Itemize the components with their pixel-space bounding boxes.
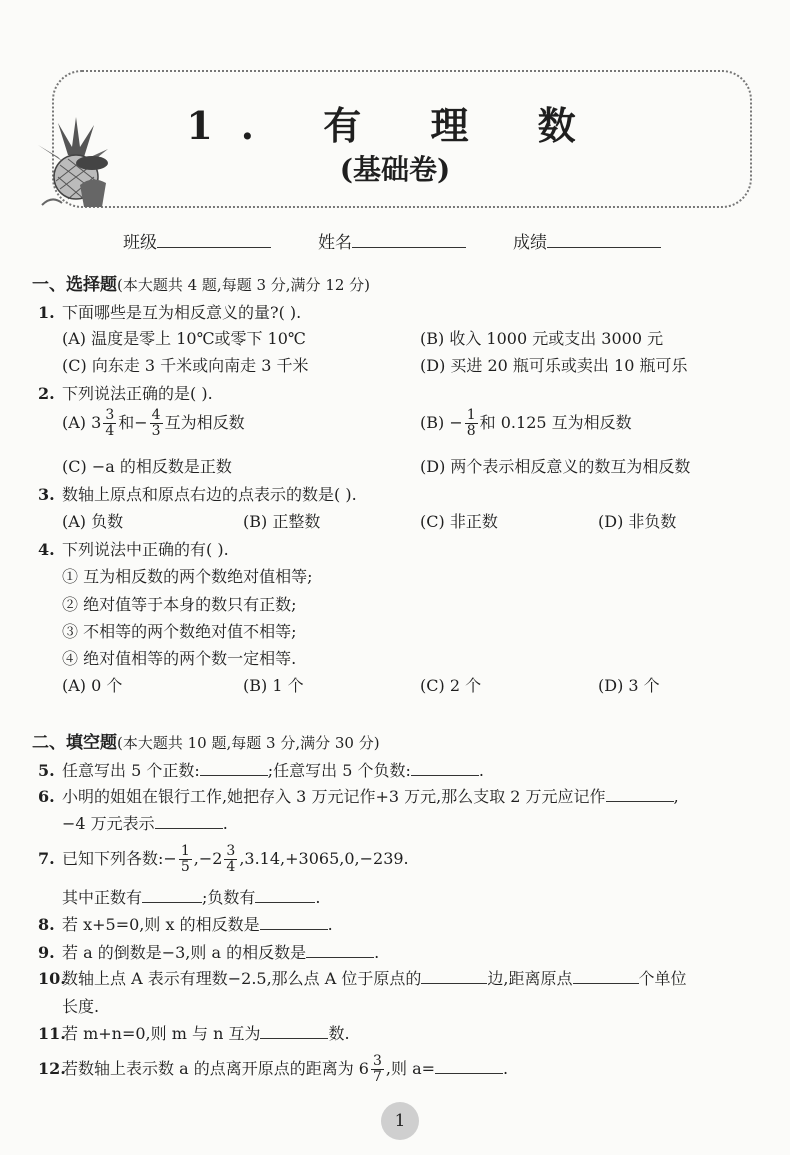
name-label: 姓名 xyxy=(318,233,352,253)
question-stem: 数轴上原点和原点右边的点表示的数是( ). xyxy=(62,485,357,504)
answer-blank[interactable] xyxy=(421,982,487,984)
question-number: 11. xyxy=(38,1024,66,1043)
denominator: 4 xyxy=(226,859,236,875)
question-text: 数. xyxy=(328,1024,350,1043)
question-number: 3. xyxy=(38,485,55,504)
question-text: ,−2 xyxy=(193,849,223,868)
question-8 xyxy=(38,912,333,935)
question-4 xyxy=(38,537,229,560)
option-text: (A) 3 xyxy=(62,413,102,432)
question-number: 9. xyxy=(38,943,55,962)
option-c[interactable]: (C) 非正数 xyxy=(420,512,498,531)
option-c[interactable]: (C) 向东走 3 千米或向南走 3 千米 xyxy=(62,356,309,375)
question-stem: 下面哪些是互为相反意义的量?( ). xyxy=(62,303,302,322)
section2-title: 二、填空题 xyxy=(32,733,117,753)
option-text: 和− xyxy=(118,413,148,432)
option-b[interactable]: (B) 收入 1000 元或支出 3000 元 xyxy=(420,329,664,348)
section-heading-fill xyxy=(32,728,380,753)
question-stem: 下列说法中正确的有( ). xyxy=(62,540,229,559)
option-text: (B) − xyxy=(420,413,463,432)
fraction xyxy=(224,844,237,875)
option-d[interactable]: (D) 买进 20 瓶可乐或卖出 10 瓶可乐 xyxy=(420,356,688,375)
section-heading-choice xyxy=(32,270,370,295)
question-number: 4. xyxy=(38,540,55,559)
answer-blank[interactable] xyxy=(411,774,479,776)
question-10 xyxy=(38,966,687,989)
fraction xyxy=(150,408,163,439)
numerator: 3 xyxy=(105,407,115,423)
question-3 xyxy=(38,482,357,505)
question-10-line2: 长度. xyxy=(62,997,100,1016)
question-text: 若数轴上表示数 a 的点离开原点的距离为 6 xyxy=(62,1059,369,1078)
option-b[interactable]: (B) 1 个 xyxy=(243,676,304,695)
answer-blank[interactable] xyxy=(142,901,202,903)
question-text: 任意写出 5 个正数: xyxy=(62,761,200,780)
question-12 xyxy=(38,1054,508,1085)
class-field xyxy=(123,228,271,253)
option-b[interactable]: (B) 正整数 xyxy=(243,512,321,531)
score-blank[interactable] xyxy=(547,246,661,248)
statement-1: ① 互为相反数的两个数绝对值相等; xyxy=(62,567,313,586)
question-text: 边,距离原点 xyxy=(487,969,573,988)
statement-3: ③ 不相等的两个数绝对值不相等; xyxy=(62,622,297,641)
question-text: ,3.14,+3065,0,−239. xyxy=(239,849,409,868)
answer-blank[interactable] xyxy=(435,1072,503,1074)
question-text: . xyxy=(478,761,484,780)
fraction xyxy=(465,408,478,439)
page-number: 1 xyxy=(381,1102,419,1140)
question-6-line2 xyxy=(62,811,228,834)
question-number: 1. xyxy=(38,303,55,322)
question-11 xyxy=(38,1021,350,1044)
question-text: 个单位 xyxy=(638,969,687,988)
question-text: ;任意写出 5 个负数: xyxy=(267,761,411,780)
option-a[interactable]: (A) 0 个 xyxy=(62,676,123,695)
option-d[interactable]: (D) 3 个 xyxy=(598,676,660,695)
answer-blank[interactable] xyxy=(606,800,674,802)
option-d[interactable]: (D) 非负数 xyxy=(598,512,677,531)
option-a[interactable]: (A) 温度是零上 10℃或零下 10℃ xyxy=(62,329,306,348)
answer-blank[interactable] xyxy=(306,956,374,958)
denominator: 8 xyxy=(466,423,476,439)
answer-blank[interactable] xyxy=(155,827,223,829)
section1-title: 一、选择题 xyxy=(32,275,117,295)
option-a[interactable] xyxy=(62,408,245,439)
statement-2: ② 绝对值等于本身的数只有正数; xyxy=(62,595,297,614)
option-c[interactable]: (C) 2 个 xyxy=(420,676,482,695)
question-2 xyxy=(38,381,213,404)
denominator: 3 xyxy=(151,423,161,439)
answer-blank[interactable] xyxy=(260,928,328,930)
option-c[interactable]: (C) −a 的相反数是正数 xyxy=(62,457,232,476)
question-6 xyxy=(38,784,679,807)
option-text: 和 0.125 互为相反数 xyxy=(479,413,632,432)
question-text: 若 x+5=0,则 x 的相反数是 xyxy=(62,915,260,934)
answer-blank[interactable] xyxy=(255,901,315,903)
name-blank[interactable] xyxy=(352,246,466,248)
numerator: 1 xyxy=(180,843,190,859)
score-field xyxy=(513,228,661,253)
fraction xyxy=(103,408,116,439)
question-text: 数轴上点 A 表示有理数−2.5,那么点 A 位于原点的 xyxy=(62,969,422,988)
question-text: . xyxy=(503,1059,509,1078)
question-text: −4 万元表示 xyxy=(62,814,155,833)
option-d[interactable]: (D) 两个表示相反意义的数互为相反数 xyxy=(420,457,691,476)
fraction xyxy=(179,844,192,875)
statement-4: ④ 绝对值相等的两个数一定相等. xyxy=(62,649,297,668)
question-number: 10. xyxy=(38,969,66,988)
numerator: 1 xyxy=(466,407,476,423)
question-5 xyxy=(38,758,484,781)
answer-blank[interactable] xyxy=(573,982,639,984)
question-number: 5. xyxy=(38,761,55,780)
denominator: 5 xyxy=(180,859,190,875)
question-text: , xyxy=(673,787,679,806)
numerator: 4 xyxy=(151,407,161,423)
numerator: 3 xyxy=(372,1053,382,1069)
class-label: 班级 xyxy=(123,233,157,253)
section2-note: (本大题共 10 题,每题 3 分,满分 30 分) xyxy=(117,734,380,752)
page-title: 1. 有 理 数 xyxy=(186,103,604,148)
question-text: 若 a 的倒数是−3,则 a 的相反数是 xyxy=(62,943,307,962)
score-label: 成绩 xyxy=(513,233,547,253)
question-text: . xyxy=(327,915,333,934)
numerator: 3 xyxy=(226,843,236,859)
section1-note: (本大题共 4 题,每题 3 分,满分 12 分) xyxy=(117,276,371,294)
answer-blank[interactable] xyxy=(260,1037,328,1039)
question-1 xyxy=(38,300,301,323)
question-number: 7. xyxy=(38,849,55,868)
question-text: ;负数有 xyxy=(202,888,256,907)
question-7 xyxy=(38,844,409,875)
name-field xyxy=(318,228,466,253)
page-subtitle: (基础卷) xyxy=(339,153,451,186)
answer-blank[interactable] xyxy=(200,774,268,776)
question-text: 若 m+n=0,则 m 与 n 互为 xyxy=(62,1024,261,1043)
question-number: 6. xyxy=(38,787,55,806)
question-7-line2 xyxy=(62,885,321,908)
option-text: 互为相反数 xyxy=(164,413,245,432)
class-blank[interactable] xyxy=(157,246,271,248)
question-text: . xyxy=(374,943,380,962)
question-text: 小明的姐姐在银行工作,她把存入 3 万元记作+3 万元,那么支取 2 万元应记作 xyxy=(62,787,606,806)
question-9 xyxy=(38,940,379,963)
question-number: 8. xyxy=(38,915,55,934)
question-text: 其中正数有 xyxy=(62,888,143,907)
fraction xyxy=(371,1054,384,1085)
question-text: 已知下列各数:− xyxy=(62,849,177,868)
question-text: . xyxy=(222,814,228,833)
question-text: ,则 a= xyxy=(385,1059,436,1078)
question-stem: 下列说法正确的是( ). xyxy=(62,384,213,403)
denominator: 7 xyxy=(372,1069,382,1085)
option-b[interactable] xyxy=(420,408,632,439)
denominator: 4 xyxy=(105,423,115,439)
option-a[interactable]: (A) 负数 xyxy=(62,512,124,531)
question-text: . xyxy=(315,888,321,907)
question-number: 12. xyxy=(38,1059,66,1078)
question-number: 2. xyxy=(38,384,55,403)
